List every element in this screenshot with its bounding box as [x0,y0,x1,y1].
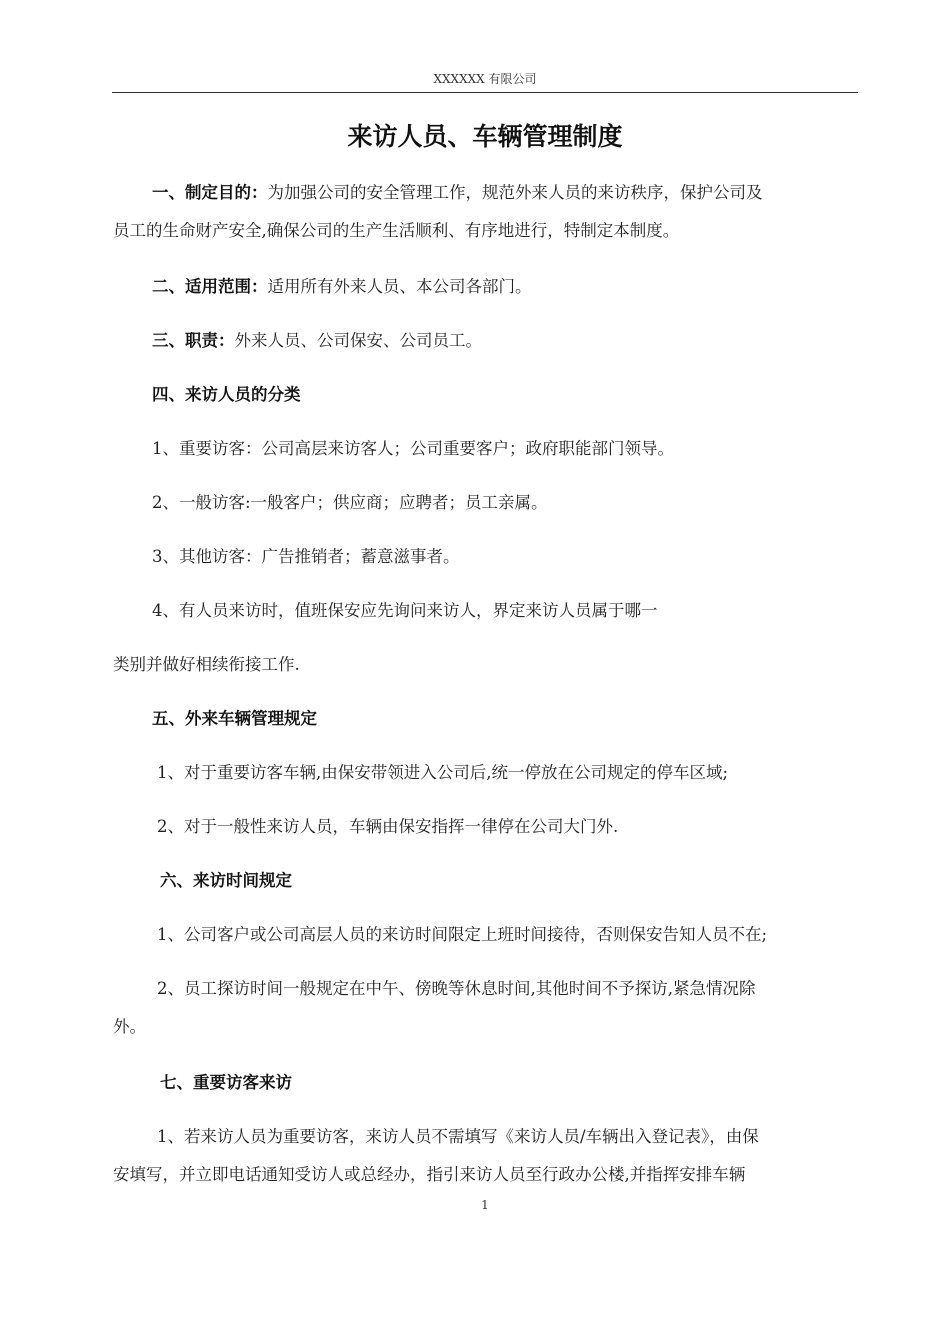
section-1-heading: 一、制定目的： [152,183,268,202]
section-4-item-3: 3、其他访客：广告推销者；蓄意滋事者。 [152,547,460,566]
section-1-line-2: 员工的生命财产安全,确保公司的生产生活顺利、有序地进行，特制定本制度。 [113,221,680,240]
section-7-item-1-line-1: 1、若来访人员为重要访客，来访人员不需填写《来访人员/车辆出入登记表》，由保 [157,1127,759,1146]
section-4-item-4-line-1: 4、有人员来访时，值班保安应先询问来访人，界定来访人员属于哪一 [152,601,658,620]
page-number: 1 [481,1198,489,1212]
section-1-text: 为加强公司的安全管理工作，规范外来人员的来访秩序，保护公司及 [267,183,763,202]
header-divider [112,92,858,93]
section-4-item-4-line-2: 类别并做好相续衔接工作. [113,655,300,674]
section-4-item-2: 2、一般访客:一般客户；供应商；应聘者；员工亲属。 [152,493,548,512]
section-4-item-1: 1、重要访客：公司高层来访客人；公司重要客户；政府职能部门领导。 [152,439,674,458]
section-5-item-1: 1、对于重要访客车辆,由保安带领进入公司后,统一停放在公司规定的停车区域; [157,763,729,782]
section-2-heading: 二、适用范围： [152,277,268,296]
page-header-company: XXXXXX 有限公司 [433,72,537,86]
section-6-item-2-line-1: 2、员工探访时间一般规定在中午、傍晚等休息时间,其他时间不予探访,紧急情况除 [157,979,756,998]
section-6-item-1: 1、公司客户或公司高层人员的来访时间限定上班时间接待，否则保安告知人员不在; [157,925,768,944]
section-6-heading: 六、来访时间规定 [160,871,292,890]
section-3-text: 外来人员、公司保安、公司员工。 [234,331,482,350]
section-3-heading: 三、职责： [152,331,235,350]
document-title: 来访人员、车辆管理制度 [347,122,623,151]
section-5-item-2: 2、对于一般性来访人员，车辆由保安指挥一律停在公司大门外. [157,817,619,836]
section-6-item-2-line-2: 外。 [113,1017,146,1036]
section-7-heading: 七、重要访客来访 [160,1073,292,1092]
section-5-heading: 五、外来车辆管理规定 [152,709,317,728]
section-4-heading: 四、来访人员的分类 [152,385,301,404]
section-3-line [152,330,482,352]
section-2-line [152,276,532,298]
section-2-text: 适用所有外来人员、本公司各部门。 [267,277,532,296]
section-1-line-1 [152,182,763,204]
section-7-item-1-line-2: 安填写，并立即电话通知受访人或总经办，指引来访人员至行政办公楼,并指挥安排车辆 [113,1165,746,1184]
